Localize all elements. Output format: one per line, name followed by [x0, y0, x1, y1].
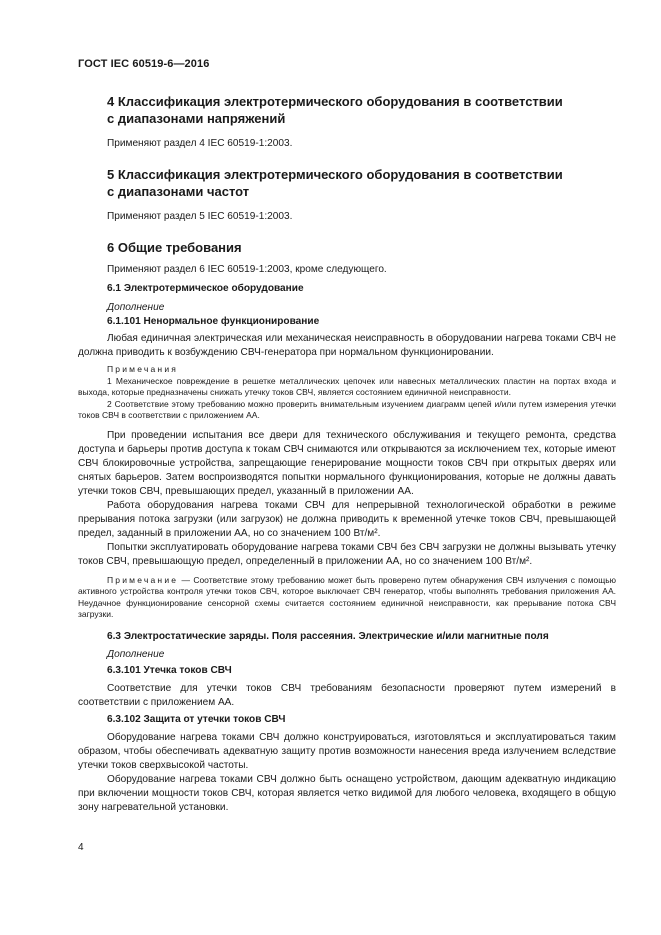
section-6-1-addition: Дополнение	[107, 302, 165, 313]
section-5-text: Применяют раздел 5 IEC 60519-1:2003.	[107, 211, 293, 222]
paragraph: Оборудование нагрева токами СВЧ должно быть оснащено устройством, дающим адекватную индикацию при включении мощности токов СВЧ, которая является четко видимой для любого человека, входящего в общую зону нагревательной установки.	[78, 773, 616, 813]
paragraph: Соответствие для утечки токов СВЧ требованиям безопасности проверяют путем измерений в соответствии с приложением АА.	[78, 682, 616, 708]
page-body	[78, 88, 616, 815]
paragraph: Любая единичная электрическая или механическая неисправность в оборудовании нагрева токами СВЧ не должна приводить к возбуждению СВЧ-генератора при нормальном функционировании.	[78, 333, 616, 358]
notes-title: Примечания	[107, 364, 179, 374]
note-3	[78, 575, 616, 621]
note-3-label: Примечание	[107, 574, 179, 585]
section-4-title: 4 Классификация электротермического оборудования в соответствии с диапазонами напряжений	[107, 94, 563, 126]
section-6-1-101-title: 6.1.101 Ненормальное функционирование	[107, 316, 320, 327]
section-6-3-102-title: 6.3.102 Защита от утечки токов СВЧ	[107, 713, 286, 725]
section-6-text: Применяют раздел 6 IEC 60519-1:2003, кроме следующего.	[107, 264, 387, 275]
section-5-title: 5 Классификация электротермического оборудования в соответствии с диапазонами частот	[107, 167, 563, 199]
paragraph: Работа оборудования нагрева токами СВЧ для непрерывной технологической обработки в режиме прерывания потока загрузки (или загрузок) не должна приводить к временной утечке токов СВЧ, превышающей предел, заданный в приложении АА, но со значением 100 Вт/м².	[78, 499, 616, 539]
paragraph: При проведении испытания все двери для технического обслуживания и текущего ремонта, средства доступа и барьеры против доступа к токам СВЧ снимаются или открываются за исключением тех, которые имеют СВЧ блокировочные устройства, запрещающие генерирование мощности токов СВЧ при открытых дверях или снятых барьеров. Затем воспроизводятся попытки нормального функционирования, которые не должны давать утечки токов СВЧ, превышающих предел, указанный в приложении АА.	[78, 429, 616, 497]
section-6-3-addition: Дополнение	[107, 648, 165, 660]
page-number: 4	[78, 842, 84, 853]
section-6-3-101-title: 6.3.101 Утечка токов СВЧ	[107, 664, 232, 676]
section-6-title: 6 Общие требования	[107, 240, 242, 255]
paragraph: Попытки эксплуатировать оборудование нагрева токами СВЧ без СВЧ загрузки не должны вызывать утечку токов СВЧ, превышающую предел, определенный в приложении АА, но со значением 100 Вт/м².	[78, 541, 616, 567]
note-2: 2 Соответствие этому требованию можно проверить внимательным изучением диаграмм цепей и/или путем измерения утечки токов СВЧ в соответствии с приложением АА.	[78, 398, 616, 420]
section-4-text: Применяют раздел 4 IEC 60519-1:2003.	[107, 138, 293, 149]
section-6-3-title: 6.3 Электростатические заряды. Поля рассеяния. Электрические и/или магнитные поля	[107, 630, 549, 642]
section-6-1-title: 6.1 Электротермическое оборудование	[107, 283, 304, 294]
note-3-text: — Соответствие этому требованию может быть проверено путем обнаружения СВЧ излучения с помощью активного устройства контроля утечки токов СВЧ, которое выключает СВЧ генератор, чтобы выполнять требования приложения АА. Неудачное функционирование сенсорной схемы считается состоянием единичной неисправности, как прерывание потока СВЧ загрузки.	[78, 574, 616, 619]
note-1: 1 Механическое повреждение в решетке металлических цепочек или навесных металлических пластин на портах входа и выхода, которые предназначены снижать утечку токов СВЧ, является состоянием единичной неисправности.	[78, 375, 616, 397]
document-header: ГОСТ IEC 60519-6—2016	[78, 58, 210, 70]
paragraph: Оборудование нагрева токами СВЧ должно конструироваться, изготовляться и эксплуатироваться таким образом, чтобы обеспечивать адекватную защиту против возможности нанесения вреда излучением вследствие утечки токов сверхвысокой частоты.	[78, 731, 616, 771]
